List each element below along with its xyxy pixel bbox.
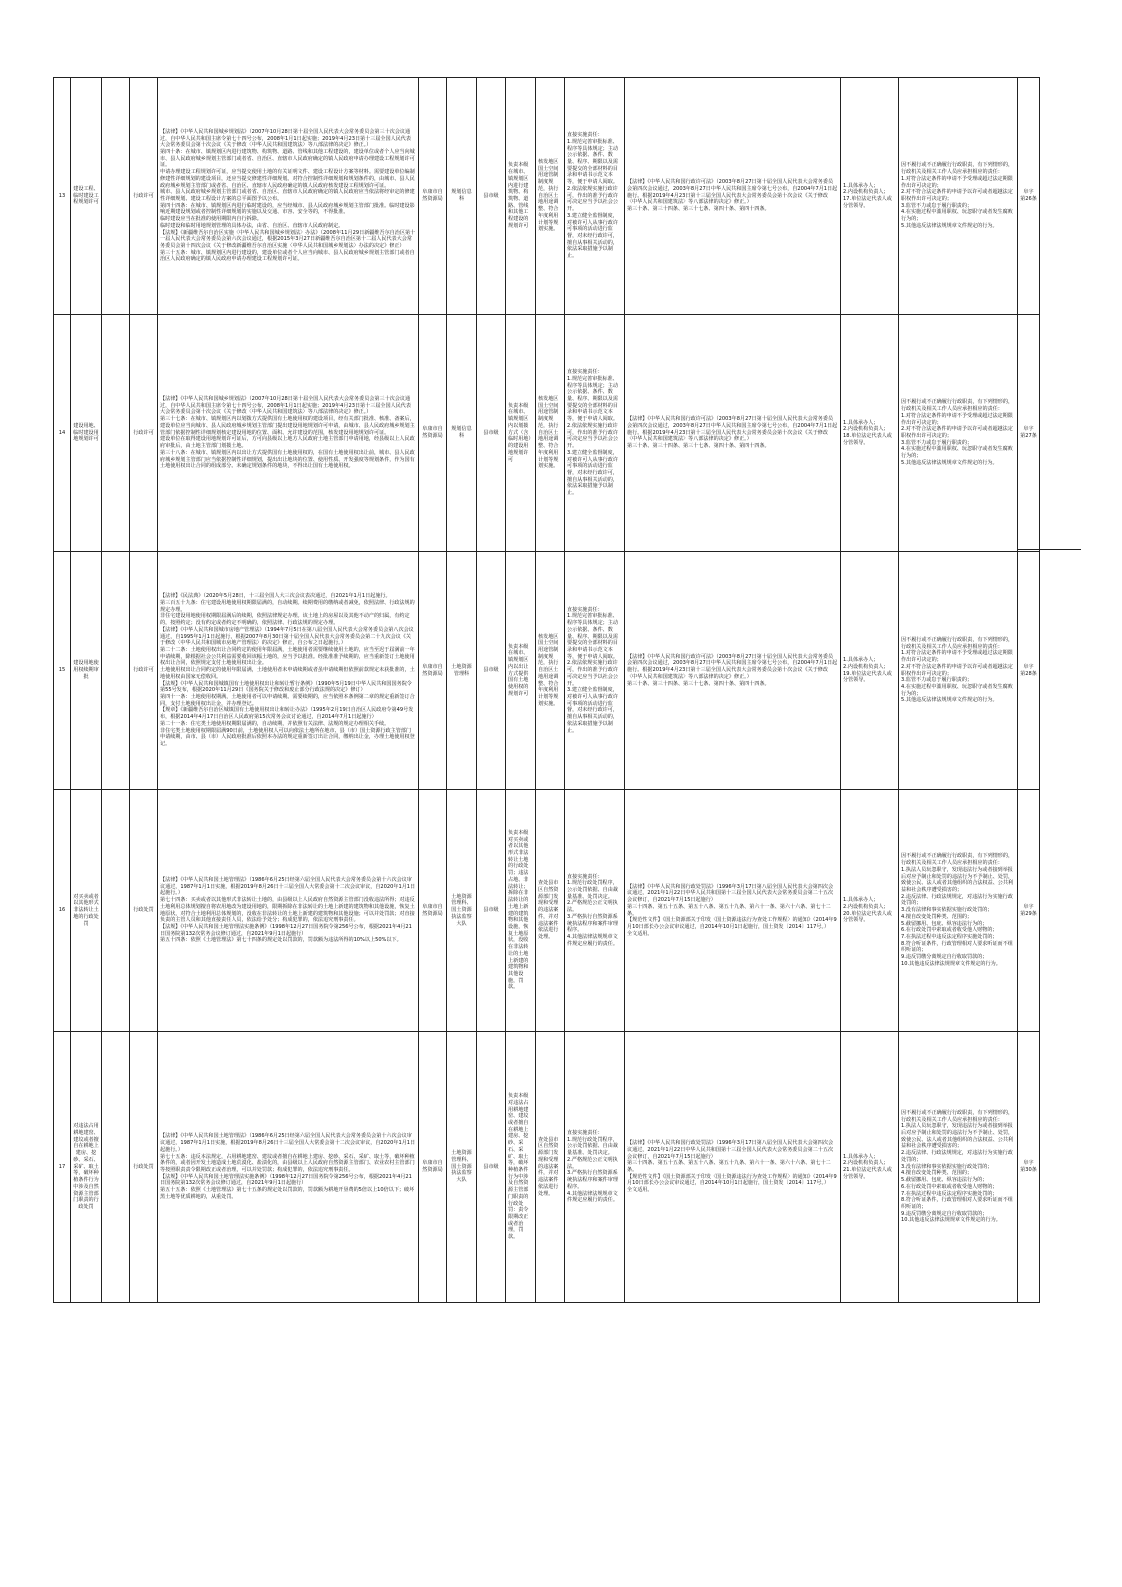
responsibility-items: 查处县市区自然资源部门发现和受理的违法案件，并对违法案件依法进行处理。 [536, 1032, 565, 1303]
legal-basis-paragraph: 第二十一条：住宅类土地使用权期限届满的，自动续期，并依照有关法律、法规的规定办理相关手续。 [160, 720, 390, 727]
accountability-basis: 【法律】《中华人民共和国行政许可法》（2003年8月27日第十届全国人民代表大会常务委员会第四次会议通过，2003年8月27日中华人民共和国主席令第七号公布，自2004年7月1日起施行。根据2019年4月23日第十三届全国人民代表大会常务委员会第十次会议《关于修改〈中华人民共和国建筑法〉等八部法律的决定》修正。） 第三十条、第三十四条、第三十七条、第四十条、第四十四条。 [625, 315, 841, 552]
legal-basis-paragraph: 【法律】《中华人民共和国土地管理法》（1986年6月25日经第六届全国人民代表大会常务委员会第十六次会议审议通过，1987年1月1日实施，根据2019年8月26日十三届全国人大常委会第十二次会议审议，自2020年1月1日起施行。） [160, 876, 416, 897]
implementation-duty: 直接实施责任： 1.规范完善审批标准、程序等具体规定；主动公示依据、条件、数量、程序、期限以及需要提交的全部材料的目录和申请书示范文本等，便于申请人阅取。 2.依法依规实施行政许可，作出的准予行政许可决定应当予以社会公开。 3.建立健全监督制度，对被许可人从事行政许可事项的活动进行监督，对未经行政许可，擅自从事相关活动的，依法采取措施予以制止。 [565, 78, 625, 315]
responsible-subject: 1.具体承办人； 2.内设机构负责人； 21.单位法定代表人或分管领导。 [841, 1032, 899, 1303]
table-row [54, 315, 1040, 552]
legal-basis-paragraph: 第四十四条：在城市、镇规划区内进行临时建设的，应当经城市、县人民政府城乡规划主管部门批准。临时建设影响近期建设规划或者控制性详细规划的实施以及交通、市容、安全等的，不得批准。 [160, 202, 415, 216]
accountability-situations: 因不履行或不正确履行行政职责，有下列情形的，行政机关及相关工作人员应承担相应的责任： 1.执法人员玩忽职守，发现违法行为或者接到举报后对应予制止和处罚的违法行为不予制止、处罚，致使公民、法人或者其他组织的合法权益、公共利益和社会秩序遭受损害的； 2.违反法律、行政法规规定，对违法行为实施行政处罚的； 3.没有法律和事实依据实施行政处罚的； 4.擅自改变处罚种类、范围的； 5.截留挪用、包庇、纵容违法行为的； 6.在行政处罚中索取或者收受他人财物的； 7.在执法过程中违反法定程序实施处罚的； 8.符合听证条件，行政管理相对人要求听证而不组织听证的； 9.违反罚缴分离规定自行收取罚款的； 10.其他违反法律法规规章文件规定的行为。 [899, 790, 1018, 1032]
accountability-basis: 【法律】《中华人民共和国行政许可法》（2003年8月27日第十届全国人民代表大会常务委员会第四次会议通过，2003年8月27日中华人民共和国主席令第七号公布，自2004年7月1日起施行。根据2019年4月23日第十三届全国人民代表大会常务委员会第十次会议《关于修改〈中华人民共和国建筑法〉等八部法律的决定》修正。） 第三十条、第三十四条、第三十七条、第四十条、第四十四条。 [625, 78, 841, 315]
implementation-level: 县市级 [477, 78, 506, 315]
item-name: 建设用地、临时建设用地规划许可 [71, 315, 102, 552]
legal-basis-paragraph: 【法规】《中华人民共和国土地管理法实施条例》（1998年12月27日国务院令第256号公布，根据2021年4月21日国务院第132次常务会议修订通过，自2021年9月1日起施行） [160, 923, 412, 937]
legal-basis-paragraph: 非住宅建设用地使用权期限届满后的续期，依照法律规定办理。该土地上的房屋以及其他不动产的归属，有约定的，按照约定；没有约定或者约定不明确的，依照法律、行政法规的规定办理。 [160, 613, 410, 627]
table-row [54, 78, 1040, 315]
legal-basis [158, 790, 419, 1032]
reference-number: 阜字 第29条 [1018, 790, 1040, 1032]
legal-basis-paragraph: 非住宅类土地使用权期限届满90日前，土地使用权人可以向依法土地所在地市、县（市）国土资源行政主管部门申请续期，由市、县（市）人民政府批准后依照本办法的规定重新签订出让合同，缴纳出让金，办理土地使用权登记。 [160, 727, 415, 748]
responsibility-items: 核发地区国土空间用途管制制度规范，执行自治区土地用途调整、符合年度利用计划等规划实施。 [536, 315, 565, 552]
legal-basis-paragraph: 第三十五条：城市、镇规划区内进行建设的，建设单位或者个人应当向城市、县人民政府城乡规划主管部门或者自治区人民政府确定的镇人民政府申请办理建设工程规划许可证。 [160, 249, 415, 263]
legal-basis [158, 552, 419, 790]
item-name: 对买卖或者以其他形式非法转让土地的行政处罚 [71, 790, 102, 1032]
responsible-subject: 1.具体承办人； 2.内设机构负责人； 20.单位法定代表人或分管领导。 [841, 790, 899, 1032]
legal-basis [158, 315, 419, 552]
table-row [54, 790, 1040, 1032]
implementation-duty: 直接实施责任： 1.规范完善审批标准、程序等具体规定；主动公示依据、条件、数量、程序、期限以及需要提交的全部材料的目录和申请书示范文本等，便于申请人阅取。 2.依法依规实施行政许可，作出的准予行政许可决定应当予以社会公开。 3.建立健全监督制度，对被许可人从事行政许可事项的活动进行监督，对未经行政许可，擅自从事相关活动的，依法采取措施予以制止。 [565, 552, 625, 790]
item-name: 建设用地使用权续期审批 [71, 552, 102, 790]
reference-number: 阜字 第28条 [1018, 552, 1040, 790]
legal-basis-paragraph: 第七十四条：买卖或者以其他形式非法转让土地的，由县级以上人民政府自然资源主管部门没收违法所得；对违反土地利用总体规划擅自将农用地改为建设用地的，限期拆除在非法转让的土地上新建的建筑物和其他设施，恢复土地原状，对符合土地利用总体规划的，没收在非法转让的土地上新建的建筑物和其他设施；可以并处罚款；对直接负责的主管人员和其他直接责任人员，依法给予处分；构成犯罪的，依法追究刑事责任。 [160, 897, 415, 924]
legal-basis-paragraph: 【法律】《中华人民共和国城市房地产管理法》（1994年7月5日在第八届全国人民代表大会常务委员会第八次会议通过，自1995年1月1日起施行，根据2007年8月30日第十届全国人民代表大会常务委员会第二十九次会议《关于修改〈中华人民共和国城市房地产管理法〉的决定》修正，自公布之日起施行。） [160, 626, 414, 647]
table-row [54, 552, 1040, 790]
implementation-level: 县市级 [477, 552, 506, 790]
implementation-scope: 负责本级对买卖或者以其他形式非法转让土地的行政处罚；违法占地、非法转让；拆除在非法转让的土地上新建的建筑物和其他设施，恢复土地原状，没收在非法转让的土地上新建的建筑物和其他设施，罚款。 [506, 790, 536, 1032]
reference-number: 阜字 第27条 [1018, 315, 1040, 552]
responsible-office: 规划信息科 [447, 78, 477, 315]
item-type: 行政许可 [130, 552, 158, 790]
legal-basis-paragraph: 临时建设应当在批准的使用期限内自行拆除。 [160, 216, 262, 223]
sub-item-cell [102, 1032, 130, 1303]
implementation-scope: 负责本级对违法占用耕地建窑、建坟或者擅自在耕地上建房、挖砂、采石、采矿、取土等，破坏种植条件行为中涉及自然资源主管部门职责的行政处罚：责令限期改正或者治理，罚款。 [506, 1032, 536, 1303]
responsibility-items: 核发地区国土空间用途管制制度规范，执行自治区土地用途调整、符合年度利用计划等规划实施。 [536, 78, 565, 315]
responsibility-items: 核发地区国土空间用途管制制度规范，执行自治区土地用途调整、符合年度利用计划等规划实施。 [536, 552, 565, 790]
accountability-basis: 【法律】《中华人民共和国行政许可法》（2003年8月27日第十届全国人民代表大会常务委员会第四次会议通过，2003年8月27日中华人民共和国主席令第七号公布，自2004年7月1日起施行。根据2019年4月23日第十三届全国人民代表大会常务委员会第十次会议《关于修改〈中华人民共和国建筑法〉等八部法律的决定》修正。） 第三十条、第三十四条、第三十七条、第四十条、第四十四条。 [625, 552, 841, 790]
legal-basis-paragraph: 申请办理建设工程规划许可证，应当提交使用土地的有关证明文件、建设工程设计方案等材料。需要建设单位编制修建性详细规划的建设项目，还应当提交修建性详细规划。对符合控制性详细规划和规划条件的，由城市、县人民政府城乡规划主管部门或者省、自治区、直辖市人民政府确定的镇人民政府核发建设工程规划许可证。 [160, 169, 415, 189]
implementation-scope: 负责本级在城市、镇规划区内以划拨方式（含临时用地）的建设用地规划许可 [506, 315, 536, 552]
responsible-office: 土地资源管理科、国土资源执法监察大队 [447, 790, 477, 1032]
legal-basis-paragraph: 城市、县人民政府城乡规划主管部门或者省、自治区、直辖市人民政府确定的镇人民政府应当依法将经审定的修建性详细规划、建设工程设计方案的总平面图予以公布。 [160, 189, 415, 202]
implementing-department: 阜康市自然资源局 [419, 1032, 447, 1303]
responsible-office: 土地资源管理科 [447, 552, 477, 790]
legal-basis-paragraph: 【法律】《中华人民共和国城乡规划法》（2007年10月28日第十届全国人民代表大会常务委员会第三十次会议通过，自中华人民共和国主席令第七十四号公布，2008年1月1日起实施；2019年4月23日第十三届全国人民代表大会常务委员会第十次会议《关于修改〈中华人民共和国建筑法〉等八部法律的决定》修正。） [160, 128, 411, 149]
legal-basis-paragraph: 【法规】《中华人民共和国土地管理法实施条例》（1998年12月27日国务院令第256号公布，根据2021年4月21日国务院第132次常务会议修订通过，自2021年9月1日起施行） [160, 1173, 412, 1187]
accountability-basis: 【法律】《中华人民共和国行政处罚法》（1996年3月17日第八届全国人民代表大会第四次会议通过，2021年1月22日中华人民共和国第十三届全国人民代表大会常务委员会第二十五次会议修订，自2021年7月15日起施行） 第三十四条、第五十五条、第五十八条、第五十九条、第六十一条、第六十六条、第七十二条。 【规范性文件】《国土资源部关于印发〈国土资源违法行为查处工作规程〉的通知》（2014年9月10日部长办公会议审议通过，自2014年10月1日起施行，国土资发〔2014〕117号。） 全文适用。 [625, 790, 841, 1032]
legal-basis-paragraph: 建设单位在取得建设用地规划许可证后，方可向县级以上地方人民政府土地主管部门申请用地，经县级以上人民政府审批后，由土地主管部门划拨土地。 [160, 436, 415, 450]
responsibility-items: 查处县市区自然资源部门发现和受理的违法案件，并对违法案件依法进行处理。 [536, 790, 565, 1032]
reference-number: 阜字 第26条 [1018, 78, 1040, 315]
item-type: 行政许可 [130, 78, 158, 315]
implementation-level: 县市级 [477, 1032, 506, 1303]
implementation-duty: 直接实施责任： 1.规范行政处罚程序，公示处罚依据、自由裁量基准、处罚决定。 2.严格规范公正文明执法。 3.严格执行自然资源系统执法程序和案件审理程序。 4.其他法律法规规章文件规定应履行的责任。 [565, 790, 625, 1032]
table-edge-line [1017, 549, 1081, 550]
implementation-scope: 负责本级在城市、镇规划区内以出让方式提供国有土地使用权的规划许可 [506, 552, 536, 790]
legal-basis-paragraph: 第五十四条：依照《土地管理法》第七十四条的规定处以罚款的，罚款额为违法所得的10%以上50%以下。 [160, 937, 402, 944]
implementation-duty: 直接实施责任： 1.规范行政处罚程序，公示处罚依据、自由裁量基准、处罚决定。 2.严格规范公正文明执法。 3.严格执行自然资源系统执法程序和案件审理程序。 4.其他法律法规规章文件规定应履行的责任。 [565, 1032, 625, 1303]
responsible-subject: 1.具体承办人； 2.内设机构负责人； 19.单位法定代表人或分管领导。 [841, 552, 899, 790]
accountability-situations: 因不履行或不正确履行行政职责，有下列情形的，行政机关及相关工作人员应承担相应的责任： 1.对符合法定条件的申请不予受理或超过法定期限作出许可决定的； 2.对不符合法定条件的申请予以许可或者超越法定职权作出许可决定的； 3.监管不力或怠于履行职责的； 4.在实施过程中滥用职权、玩忽职守或者发生腐败行为的； 5.其他违反法律法规规章文件规定的行为。 [899, 315, 1018, 552]
row-number: 16 [54, 790, 71, 1032]
implementing-department: 阜康市自然资源局 [419, 78, 447, 315]
legal-basis-paragraph: 【法规】《中华人民共和国城镇国有土地使用权出让和转让暂行条例》（1990年5月19日中华人民共和国国务院令第55号发布，根据2020年11月29日《国务院关于修改和废止部分行政法规的决定》修订） [160, 680, 412, 694]
legal-basis-paragraph: 第四十一条：土地使用权期满，土地使用者可以申请续期。需要续期的，应当依照本条例第二章的规定重新签订合同，支付土地使用权出让金，并办理登记。 [160, 694, 415, 707]
legal-basis-paragraph: 第七十五条：违反本法规定，占用耕地建窑、建坟或者擅自在耕地上建房、挖砂、采石、采矿、取土等，破坏种植条件的，或者因开发土地造成土地荒漠化、盐渍化的，由县级以上人民政府自然资源主管部门、农业农村主管部门等按照职责责令限期改正或者治理，可以并处罚款；构成犯罪的，依法追究刑事责任。 [160, 1153, 415, 1173]
legal-basis-paragraph: 第四十条：在城市、镇规划区内进行建筑物、构筑物、道路、管线和其他工程建设的，建设单位或者个人应当向城市、县人民政府城乡规划主管部门或者省、自治区、直辖市人民政府确定的镇人民政府申请办理建设工程规划许可证。 [160, 148, 415, 169]
implementation-level: 县市级 [477, 790, 506, 1032]
row-number: 13 [54, 78, 71, 315]
legal-basis-paragraph: 【规章】《新疆维吾尔自治区城镇国有土地使用权出让和转让办法》（1995年2月19日自治区人民政府令第49号发布，根据2014年4月17日自治区人民政府第15次常务会议讨论通过，自2014年7月1日起施行） [160, 707, 414, 721]
legal-basis-paragraph: 第三百五十九条：住宅建设用地使用权期限届满的，自动续期。续期费用的缴纳或者减免，依照法律、行政法规的规定办理。 [160, 599, 415, 613]
reference-number: 阜字 第30条 [1018, 1032, 1040, 1303]
table-row [54, 1032, 1040, 1303]
accountability-situations: 因不履行或不正确履行行政职责，有下列情形的，行政机关及相关工作人员应承担相应的责任： 1.对符合法定条件的申请不予受理或超过法定期限作出许可决定的； 2.对不符合法定条件的申请予以许可或者超越法定职权作出许可决定的； 3.监管不力或怠于履行职责的； 4.在实施过程中滥用职权、玩忽职守或者发生腐败行为的； 5.其他违反法律法规规章文件规定的行为。 [899, 78, 1018, 315]
implementation-level: 县市级 [477, 315, 506, 552]
item-type: 行政处罚 [130, 790, 158, 1032]
implementing-department: 阜康市自然资源局 [419, 790, 447, 1032]
legal-basis-paragraph: 第五十五条：依照《土地管理法》第七十五条的规定处以罚款的，罚款额为耕地开垦费的5倍以上10倍以下；破坏黑土地等优质耕地的，从重处罚。 [160, 1187, 415, 1200]
sub-item-cell [102, 78, 130, 315]
duty-list-table [53, 77, 1040, 1303]
legal-basis-paragraph: 【法律】《民法典》（2020年5月28日，十三届全国人大三次会议表决通过，自2021年1月1日起施行。 [160, 593, 391, 600]
implementation-duty: 直接实施责任： 1.规范完善审批标准、程序等具体规定；主动公示依据、条件、数量、程序、期限以及需要提交的全部材料的目录和申请书示范文本等，便于申请人阅取。 2.依法依规实施行政许可，作出的准予行政许可决定应当予以社会公开。 3.建立健全监督制度，对被许可人从事行政许可事项的活动进行监督，对未经行政许可，擅自从事相关活动的，依法采取措施予以制止。 [565, 315, 625, 552]
legal-basis-paragraph: 【法律】《中华人民共和国城乡规划法》（2007年10月28日第十届全国人民代表大会常务委员会第三十次会议通过，自中华人民共和国主席令第七十四号公布，2008年1月1日起实施；2019年4月23日第十三届全国人民代表大会常务委员会第十次会议《关于修改〈中华人民共和国建筑法〉等八部法律的决定》修正。） [160, 396, 411, 416]
legal-basis-paragraph: 临时建设和临时用地规划管理的具体办法，由省、自治区、直辖市人民政府制定。 [160, 222, 344, 229]
responsible-subject: 1.具体承办人； 2.内设机构负责人； 17.单位法定代表人或分管领导。 [841, 78, 899, 315]
accountability-basis: 【法律】《中华人民共和国行政处罚法》（1996年3月17日第八届全国人民代表大会第四次会议通过，2021年1月22日中华人民共和国第十三届全国人民代表大会常务委员会第二十五次会议修订，自2021年7月15日起施行） 第三十四条、第五十五条、第五十八条、第五十九条、第六十一条、第六十六条、第七十二条。 【规范性文件】《国土资源部关于印发〈国土资源违法行为查处工作规程〉的通知》（2014年9月10日部长办公会议审议通过，自2014年10月1日起施行，国土资发〔2014〕117号。） 全文适用。 [625, 1032, 841, 1303]
item-type: 行政处罚 [130, 1032, 158, 1303]
legal-basis-paragraph: 土地使用权出让合同约定的使用年限届满，土地使用者未申请续期或者虽申请续期但依照前款规定未获批准的，土地使用权由国家无偿收回。 [160, 667, 415, 680]
legal-basis-paragraph: 【法律】《中华人民共和国土地管理法》（1986年6月25日经第六届全国人民代表大会常务委员会第十六次会议审议通过，1987年1月1日实施，根据2019年8月26日十三届全国人大常委会第十二次会议审议，自2020年1月1日起施行。） [160, 1133, 416, 1153]
item-name: 对违法占用耕地建窑、建坟或者擅自在耕地上建房、挖砂、采石、采矿、取土等，破坏种植条件行为中涉及自然资源主管部门职责的行政处罚 [71, 1032, 102, 1303]
legal-basis-paragraph: 【法规】《新疆维吾尔自治区实施〈中华人民共和国城乡规划法〉办法》（2008年11月29日新疆维吾尔自治区第十一届人民代表大会常务委员会第六次会议通过，根据2015年3月27日新疆维吾尔自治区第十二届人民代表大会常务委员会第十四次会议《关于修改新疆维吾尔自治区实施〈中华人民共和国城乡规划法〉办法的决定》修正） [160, 229, 416, 250]
legal-basis-paragraph: 第三十七条：在城市、镇规划区内以划拨方式提供国有土地使用权的建设项目，经有关部门批准、核准、备案后，建设单位应当向城市、县人民政府城乡规划主管部门提出建设用地规划许可申请，由城市、县人民政府城乡规划主管部门依据控制性详细规划核定建设用地的位置、面积、允许建设的范围，核发建设用地规划许可证。 [160, 416, 415, 436]
implementation-scope: 负责本级在城市、镇规划区内进行建筑物、构筑物、道路、管线和其他工程建设的规划许可 [506, 78, 536, 315]
implementing-department: 阜康市自然资源局 [419, 315, 447, 552]
sub-item-cell [102, 552, 130, 790]
legal-basis [158, 1032, 419, 1303]
item-type: 行政许可 [130, 315, 158, 552]
implementing-department: 阜康市自然资源局 [419, 552, 447, 790]
item-name: 建设工程、临时建设工程规划许可 [71, 78, 102, 315]
accountability-situations: 因不履行或不正确履行行政职责，有下列情形的，行政机关及相关工作人员应承担相应的责任： 1.对符合法定条件的申请不予受理或超过法定期限作出许可决定的； 2.对不符合法定条件的申请予以许可或者超越法定职权作出许可决定的； 3.监管不力或怠于履行职责的； 4.在实施过程中滥用职权、玩忽职守或者发生腐败行为的； 5.其他违反法律法规规章文件规定的行为。 [899, 552, 1018, 790]
responsible-office: 规划信息科 [447, 315, 477, 552]
responsible-subject: 1.具体承办人； 2.内设机构负责人； 18.单位法定代表人或分管领导。 [841, 315, 899, 552]
responsible-office: 土地资源管理科、国土资源执法监察大队 [447, 1032, 477, 1303]
accountability-situations: 因不履行或不正确履行行政职责，有下列情形的，行政机关及相关工作人员应承担相应的责任： 1.执法人员玩忽职守，发现违法行为或者接到举报后对应予制止和处罚的违法行为不予制止、处罚，致使公民、法人或者其他组织的合法权益、公共利益和社会秩序遭受损害的； 2.违反法律、行政法规规定，对违法行为实施行政处罚的； 3.没有法律和事实依据实施行政处罚的； 4.擅自改变处罚种类、范围的； 5.截留挪用、包庇、纵容违法行为的； 6.在行政处罚中索取或者收受他人财物的； 7.在执法过程中违反法定程序实施处罚的； 8.符合听证条件，行政管理相对人要求听证而不组织听证的； 9.违反罚缴分离规定自行收取罚款的； 10.其他违反法律法规规章文件规定的行为。 [899, 1032, 1018, 1303]
sub-item-cell [102, 315, 130, 552]
row-number: 14 [54, 315, 71, 552]
legal-basis [158, 78, 419, 315]
row-number: 17 [54, 1032, 71, 1303]
row-number: 15 [54, 552, 71, 790]
legal-basis-paragraph: 第二十二条：土地使用权出让合同约定的使用年限届满，土地使用者需要继续使用土地的，应当至迟于届满前一年申请续期，除根据社会公共利益需要收回该幅土地的，应当予以批准。经批准准予续期的，应当重新签订土地使用权出让合同，依照规定支付土地使用权出让金。 [160, 646, 415, 667]
sub-item-cell [102, 790, 130, 1032]
legal-basis-paragraph: 第三十八条：在城市、镇规划区内以出让方式提供国有土地使用权的，在国有土地使用权出让前，城市、县人民政府城乡规划主管部门应当依据控制性详细规划，提出出让地块的位置、使用性质、开发强度等规划条件，作为国有土地使用权出让合同的组成部分。未确定规划条件的地块，不得出让国有土地使用权。 [160, 449, 415, 470]
